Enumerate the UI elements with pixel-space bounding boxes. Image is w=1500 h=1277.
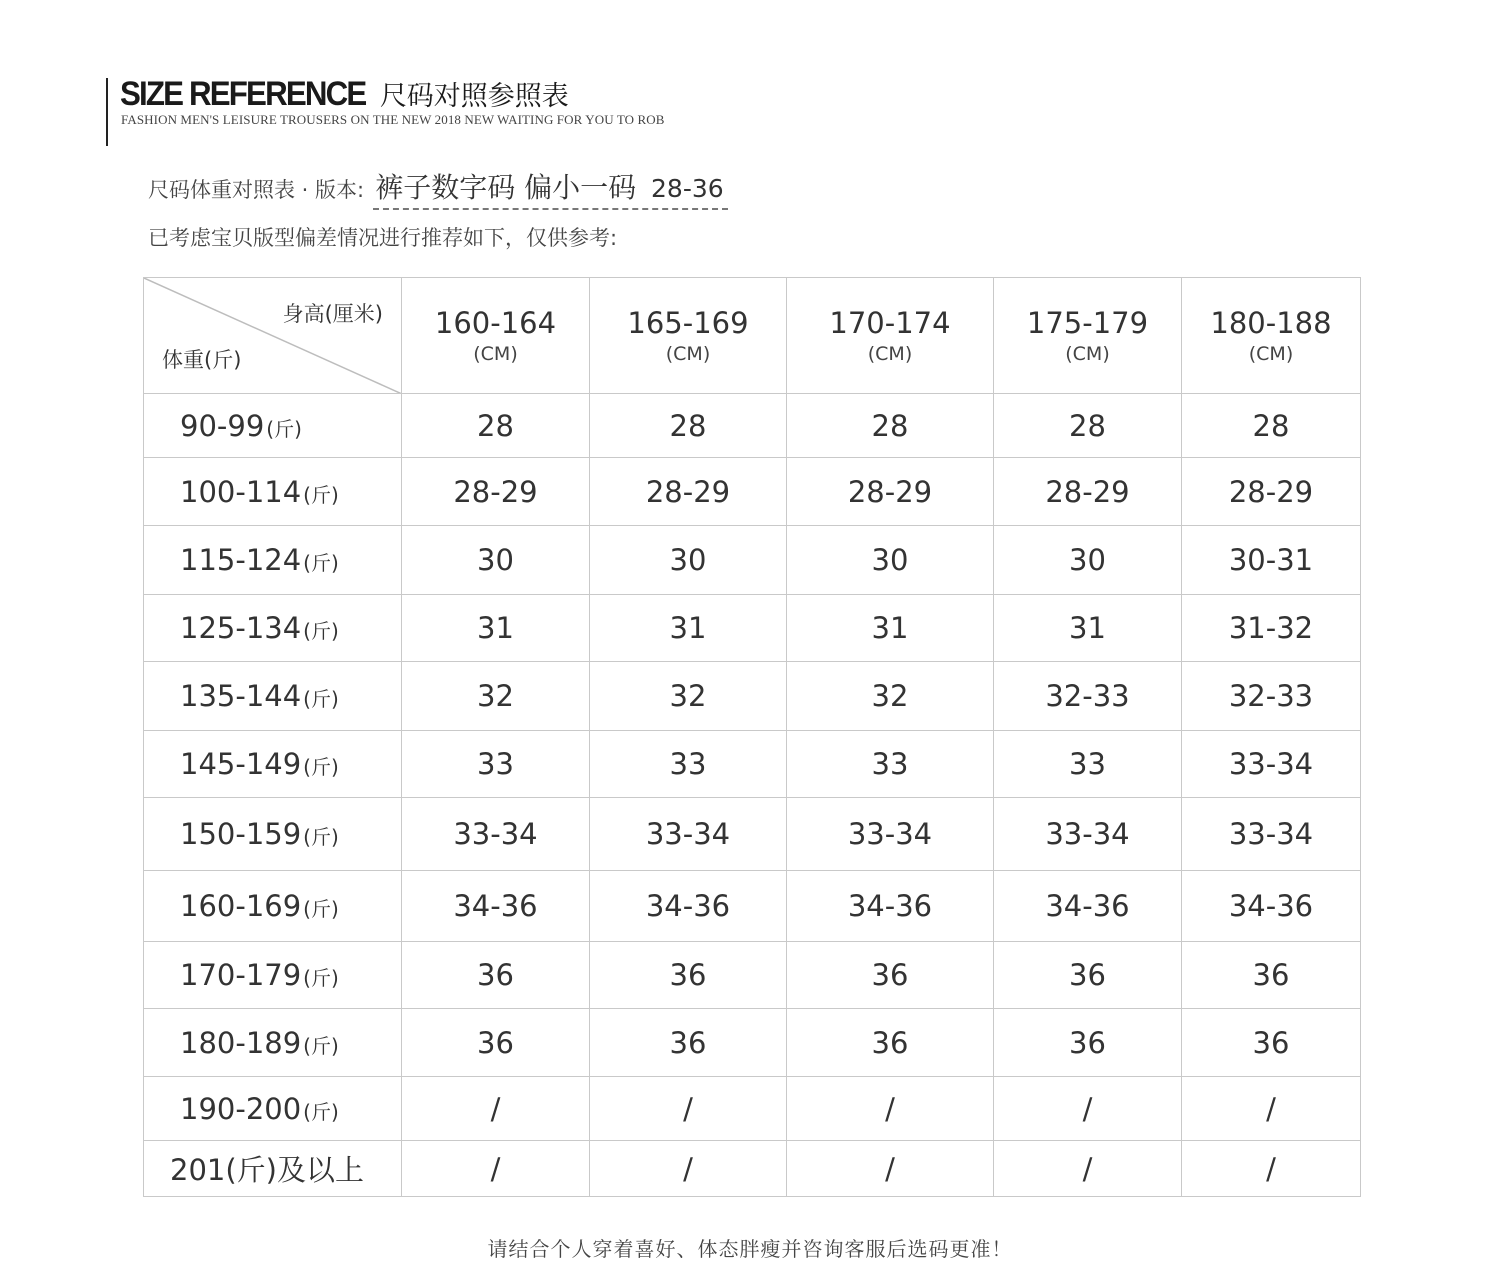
size-cell: 36	[590, 1009, 787, 1077]
height-range: 175-179	[1026, 305, 1149, 340]
weight-range: 190-200	[180, 1091, 302, 1126]
table-row	[144, 662, 1361, 731]
size-cell: 28-29	[1182, 458, 1361, 526]
weight-range: 100-114	[180, 474, 302, 509]
size-cell: 30-31	[1182, 526, 1361, 595]
table-header-row	[144, 278, 1361, 394]
weight-unit: (斤)	[303, 897, 339, 921]
weight-unit: (斤)	[266, 416, 302, 441]
size-cell: 33-34	[590, 798, 787, 871]
weight-range: 115-124	[180, 543, 302, 577]
table-row	[144, 871, 1361, 942]
size-cell: 31	[994, 595, 1182, 662]
size-cell: 36	[402, 1009, 590, 1077]
size-cell: 33	[402, 731, 590, 798]
size-table	[143, 277, 1361, 1197]
size-cell: 36	[1182, 942, 1361, 1009]
size-cell: 28	[590, 394, 787, 458]
size-cell: 28	[1182, 394, 1361, 458]
height-range: 180-188	[1210, 305, 1332, 340]
table-row	[144, 942, 1361, 1009]
weight-range: 90-99	[180, 408, 265, 443]
size-cell: 34-36	[1182, 871, 1361, 942]
weight-unit: (斤)	[303, 1099, 339, 1124]
size-cell: 36	[1182, 1009, 1361, 1077]
size-cell: 32-33	[1182, 662, 1361, 731]
weight-row-header	[144, 394, 402, 458]
weight-range: 150-159	[180, 817, 302, 851]
size-cell: 34-36	[590, 871, 787, 942]
weight-row-header	[144, 526, 402, 595]
page-title	[120, 74, 569, 114]
size-cell: /	[994, 1077, 1182, 1141]
size-cell: /	[590, 1077, 787, 1141]
size-cell: 36	[994, 942, 1182, 1009]
size-cell: 32-33	[994, 662, 1182, 731]
weight-unit: (斤)	[303, 551, 339, 575]
size-cell: /	[1182, 1077, 1361, 1141]
version-range: 28-36	[651, 174, 724, 203]
weight-range: 125-134	[180, 611, 302, 645]
size-cell: 32	[402, 662, 590, 731]
weight-unit: (斤)	[303, 966, 339, 990]
recommendation-note: 已考虑宝贝版型偏差情况进行推荐如下，仅供参考:	[148, 226, 618, 250]
weight-row-header	[144, 1077, 402, 1141]
height-range: 165-169	[627, 305, 749, 340]
height-column-header	[787, 278, 994, 394]
size-cell: 31	[402, 595, 590, 662]
size-cell: /	[402, 1141, 590, 1197]
weight-row-header	[144, 458, 402, 526]
size-cell: 32	[590, 662, 787, 731]
size-cell: 36	[590, 942, 787, 1009]
title-english: SIZE REFERENCE	[120, 75, 366, 113]
height-range: 160-164	[434, 305, 557, 340]
height-range: 170-174	[829, 305, 951, 340]
version-value-text: 裤子数字码 偏小一码	[375, 171, 637, 204]
size-cell: 31	[590, 595, 787, 662]
corner-header-cell	[144, 278, 402, 394]
weight-row-header	[144, 942, 402, 1009]
table-row	[144, 798, 1361, 871]
size-cell: 28-29	[402, 458, 590, 526]
size-cell: 36	[994, 1009, 1182, 1077]
size-cell: /	[994, 1141, 1182, 1197]
size-cell: 28-29	[590, 458, 787, 526]
size-cell: /	[787, 1077, 994, 1141]
height-column-header	[994, 278, 1182, 394]
weight-unit: (斤)	[303, 619, 339, 643]
size-cell: 33-34	[994, 798, 1182, 871]
weight-range: 145-149	[180, 747, 302, 781]
weight-row-header	[144, 731, 402, 798]
table-row	[144, 526, 1361, 595]
weight-row-header	[144, 798, 402, 871]
version-value	[373, 166, 727, 210]
size-cell: 33	[787, 731, 994, 798]
height-column-header	[1182, 278, 1361, 394]
corner-diagonal-line	[144, 278, 402, 394]
height-unit: (CM)	[1065, 342, 1110, 365]
weight-row-header	[144, 871, 402, 942]
size-cell: 32	[787, 662, 994, 731]
size-cell: 28	[402, 394, 590, 458]
size-cell: 33-34	[1182, 731, 1361, 798]
height-axis-label: 身高(厘米)	[282, 302, 383, 326]
size-cell: 28-29	[994, 458, 1182, 526]
table-row	[144, 1141, 1361, 1197]
weight-range: 160-169	[180, 889, 302, 923]
table-row	[144, 595, 1361, 662]
size-cell: /	[590, 1141, 787, 1197]
table-row	[144, 394, 1361, 458]
size-cell: 30	[787, 526, 994, 595]
page-subtitle: FASHION MEN'S LEISURE TROUSERS ON THE NEW 2018 NEW WAITING FOR YOU TO ROB	[121, 112, 665, 127]
size-cell: 33-34	[1182, 798, 1361, 871]
size-cell: /	[1182, 1141, 1361, 1197]
size-cell: 33	[590, 731, 787, 798]
size-cell: 28-29	[787, 458, 994, 526]
size-cell: 33-34	[402, 798, 590, 871]
title-chinese: 尺码对照参照表	[379, 81, 569, 112]
weight-range: 201(斤)及以上	[170, 1153, 364, 1187]
size-cell: 30	[590, 526, 787, 595]
size-cell: 36	[787, 942, 994, 1009]
version-line	[148, 166, 728, 210]
weight-unit: (斤)	[303, 482, 339, 507]
weight-row-header	[144, 1009, 402, 1077]
version-label: 尺码体重对照表 · 版本:	[148, 178, 365, 202]
weight-unit: (斤)	[303, 687, 339, 711]
size-cell: 34-36	[787, 871, 994, 942]
height-column-header	[590, 278, 787, 394]
weight-range: 170-179	[180, 958, 302, 992]
weight-row-header	[144, 1141, 402, 1197]
weight-unit: (斤)	[303, 755, 339, 779]
height-column-header	[402, 278, 590, 394]
weight-unit: (斤)	[303, 825, 339, 849]
size-cell: 28	[787, 394, 994, 458]
weight-row-header	[144, 662, 402, 731]
size-cell: 30	[994, 526, 1182, 595]
header-accent-bar	[106, 78, 108, 146]
weight-row-header	[144, 595, 402, 662]
size-cell: 31	[787, 595, 994, 662]
size-cell: /	[402, 1077, 590, 1141]
weight-range: 135-144	[180, 679, 302, 713]
footer-note: 请结合个人穿着喜好、体态胖瘦并咨询客服后选码更准！	[487, 1237, 1013, 1261]
size-cell: 28	[994, 394, 1182, 458]
size-cell: 34-36	[402, 871, 590, 942]
table-row	[144, 1077, 1361, 1141]
size-cell: 34-36	[994, 871, 1182, 942]
table-row	[144, 1009, 1361, 1077]
height-unit: (CM)	[473, 342, 518, 365]
size-cell: 30	[402, 526, 590, 595]
weight-range: 180-189	[180, 1025, 302, 1060]
size-cell: 36	[787, 1009, 994, 1077]
size-cell: 36	[402, 942, 590, 1009]
height-unit: (CM)	[867, 342, 913, 365]
height-unit: (CM)	[665, 342, 711, 365]
size-cell: 31-32	[1182, 595, 1361, 662]
size-cell: /	[787, 1141, 994, 1197]
weight-axis-label: 体重(斤)	[162, 348, 242, 372]
size-cell: 33-34	[787, 798, 994, 871]
table-row	[144, 731, 1361, 798]
size-cell: 33	[994, 731, 1182, 798]
table-row	[144, 458, 1361, 526]
weight-unit: (斤)	[303, 1033, 339, 1058]
height-unit: (CM)	[1248, 342, 1294, 365]
